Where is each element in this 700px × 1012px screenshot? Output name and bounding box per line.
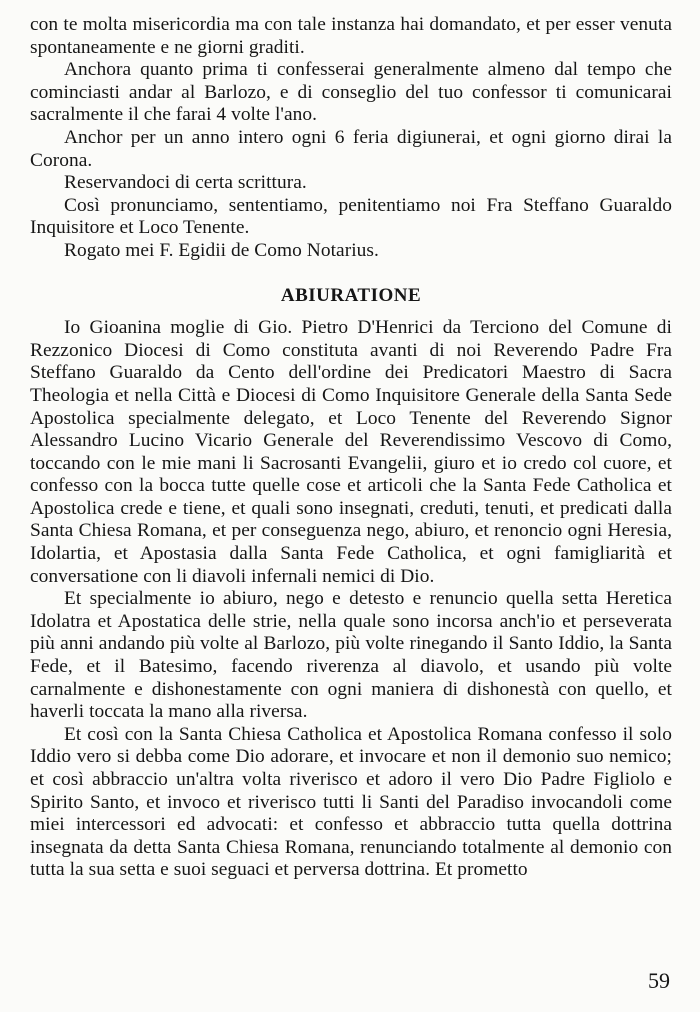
page-number: 59 (648, 968, 670, 993)
paragraph-abjuration-specific: Et specialmente io abiuro, nego e detesto e renuncio quella setta Heretica Idolatra et Apostatica delle strie, nella quale sono incorsa anch'io et perseverata più anni andando più volte al Barlozo, più volte rinegando il Santo Iddio, la Santa Fede, et il Batesimo, facendo riverenza al diavolo, et usando più volte carnalmente e dishonestamente con ogni maniera di dishonestà con quello, et haverli toccata la mano alla riversa. (30, 588, 672, 723)
paragraph-reservation: Reservandoci di certa scrittura. (64, 172, 307, 194)
paragraph-abjuration-faith: Et così con la Santa Chiesa Catholica et Apostolica Romana confesso il solo Iddio vero si debba come Dio adorare, et invocare et non il demonio suo nemico; et così abbraccio un'altra volta riverisco et adoro il vero Dio Padre Figliolo e Spirito Santo, et invoco et riverisco tutti li Santi del Paradiso invocandoli come miei intercessori ed advocati: et confesso et abbraccio tutta quella dottrina insegnata da detta Santa Chiesa Romana, renunciando totalmente al demonio con tutta la sua setta e suoi seguaci et perversa dottrina. Et prometto (30, 723, 672, 881)
paragraph-confession: Anchora quanto prima ti confesserai generalmente almeno dal tempo che cominciasti andar al Barlozo, e di conseglio del tuo confessor ti comunicarai sacralmente il che farai 4 volte l'ano. (30, 59, 672, 126)
paragraph-fasting: Anchor per un anno intero ogni 6 feria digiunerai, et ogni giorno dirai la Corona. (30, 126, 672, 171)
page-body (30, 14, 672, 882)
paragraph-continuation: con te molta misericordia ma con tale instanza hai domandato, et per esser venuta spontaneamente e ne giorni graditi. (30, 14, 672, 58)
paragraph-notary: Rogato mei F. Egidii de Como Notarius. (64, 239, 379, 261)
paragraph-abjuration-intro: Io Gioanina moglie di Gio. Pietro D'Henrici da Terciono del Comune di Rezzonico Diocesi di Como constituta avanti di noi Reverendo Padre Fra Steffano Guaraldo da Cento dell'ordine dei Predicatori Maestro di Sacra Theologia et nella Città e Diocesi di Como Inquisitore Generale della Santa Sede Apostolica specialmente delegato, et Loco Tenente del Reverendo Signor Alessandro Lucino Vicario Generale del Reverendissimo Vescovo di Como, toccando con le mie mani li Sacrosanti Evangelii, giuro et io credo col cuore, et confesso con la bocca tutte quelle cose et articoli che la Santa Fede Catholica et Apostolica crede e tiene, et quali sono insegnati, creduti, tenuti, et predicati dalla Santa Chiesa Romana, et per conseguenza nego, abiuro, et renoncio ogni Heresia, Idolartia, et Apostasia dalla Santa Fede Catholica, et ogni famigliarità et conversatione con li diavoli infernali nemici di Dio. (30, 317, 672, 587)
section-heading: ABIURATIONE (280, 284, 422, 306)
paragraph-pronouncement: Così pronunciamo, sententiamo, penitentiamo noi Fra Steffano Guaraldo Inquisitore et Loco Tenente. (30, 194, 672, 239)
